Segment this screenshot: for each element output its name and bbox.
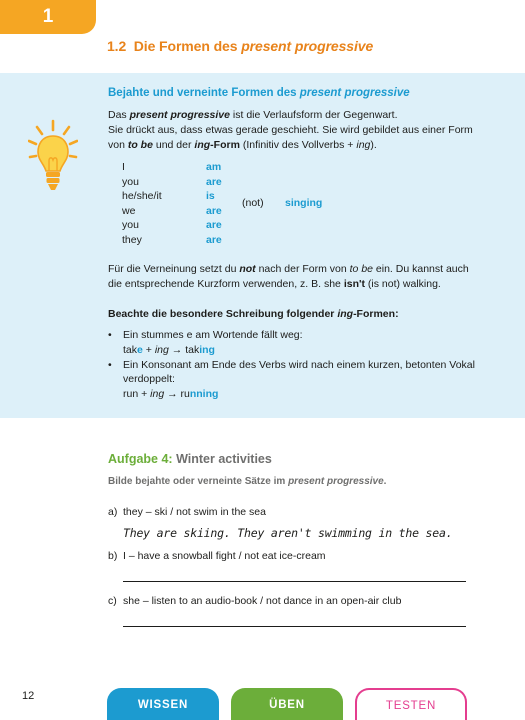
auxiliary: are <box>206 204 222 217</box>
answer-line-b[interactable] <box>123 581 466 582</box>
pronoun: they <box>122 234 142 246</box>
tab-wissen[interactable]: WISSEN <box>107 688 219 720</box>
box-heading: Bejahte und verneinte Formen des present progressive <box>108 87 410 99</box>
task-title: Aufgabe 4: Winter activities <box>108 452 272 466</box>
list-item: • Ein Konsonant am Ende des Verbs wird nach einem kurzen, betonten Vokal verdoppelt: run + ing → running <box>108 358 475 401</box>
pronoun: he/she/it <box>122 190 162 203</box>
pronoun: you <box>122 219 139 232</box>
auxiliary: are <box>206 219 222 232</box>
auxiliary: are <box>206 175 222 188</box>
task-item-c: c) she – listen to an audio-book / not dance in an open-air club <box>108 595 402 607</box>
task-instruction: Bilde bejahte oder verneinte Sätze im present progressive. <box>108 476 387 487</box>
section-title: 1.2 Die Formen des present progressive <box>107 38 374 54</box>
chapter-number: 1 <box>42 6 54 27</box>
pronoun: I <box>122 161 125 173</box>
page-number: 12 <box>22 690 35 702</box>
pronoun: we <box>122 204 136 217</box>
chapter-number-tab <box>0 0 96 34</box>
answer-line-c[interactable] <box>123 626 466 627</box>
task-item-a: a) they – ski / not swim in the sea <box>108 506 266 518</box>
negation-marker: (not) <box>242 197 264 209</box>
tab-ueben[interactable]: ÜBEN <box>231 688 343 720</box>
pronoun: you <box>122 175 139 188</box>
handwritten-answer-a: They are skiing. They aren't swimming in the sea. <box>123 526 453 540</box>
intro-paragraph: Das present progressive ist die Verlaufsform der Gegenwart. Sie drückt aus, dass etwas gerade geschieht. Sie wird gebildet aus einer Form von to be und der ing-Form (Infinitiv des Vollverbs + ing). <box>108 109 473 151</box>
list-item: • Ein stummes e am Wortende fällt weg: take + ing → taking <box>108 329 303 356</box>
task-item-b: b) I – have a snowball fight / not eat ice-cream <box>108 550 326 562</box>
auxiliary: are <box>206 234 222 246</box>
spelling-rules-list <box>108 328 508 402</box>
negation-paragraph: Für die Verneinung setzt du not nach der Form von to be ein. Du kannst auch die entsprechende Kurzform verwenden, z. B. she isn't (is not) walking. <box>108 263 469 290</box>
spelling-heading: Beachte die besondere Schreibung folgender ing-Formen: <box>108 308 399 320</box>
tab-testen[interactable]: TESTEN <box>355 688 467 720</box>
auxiliary: is <box>206 190 215 203</box>
auxiliary: am <box>206 161 222 173</box>
lightbulb-icon <box>28 119 78 197</box>
ing-verb: singing <box>285 197 323 209</box>
